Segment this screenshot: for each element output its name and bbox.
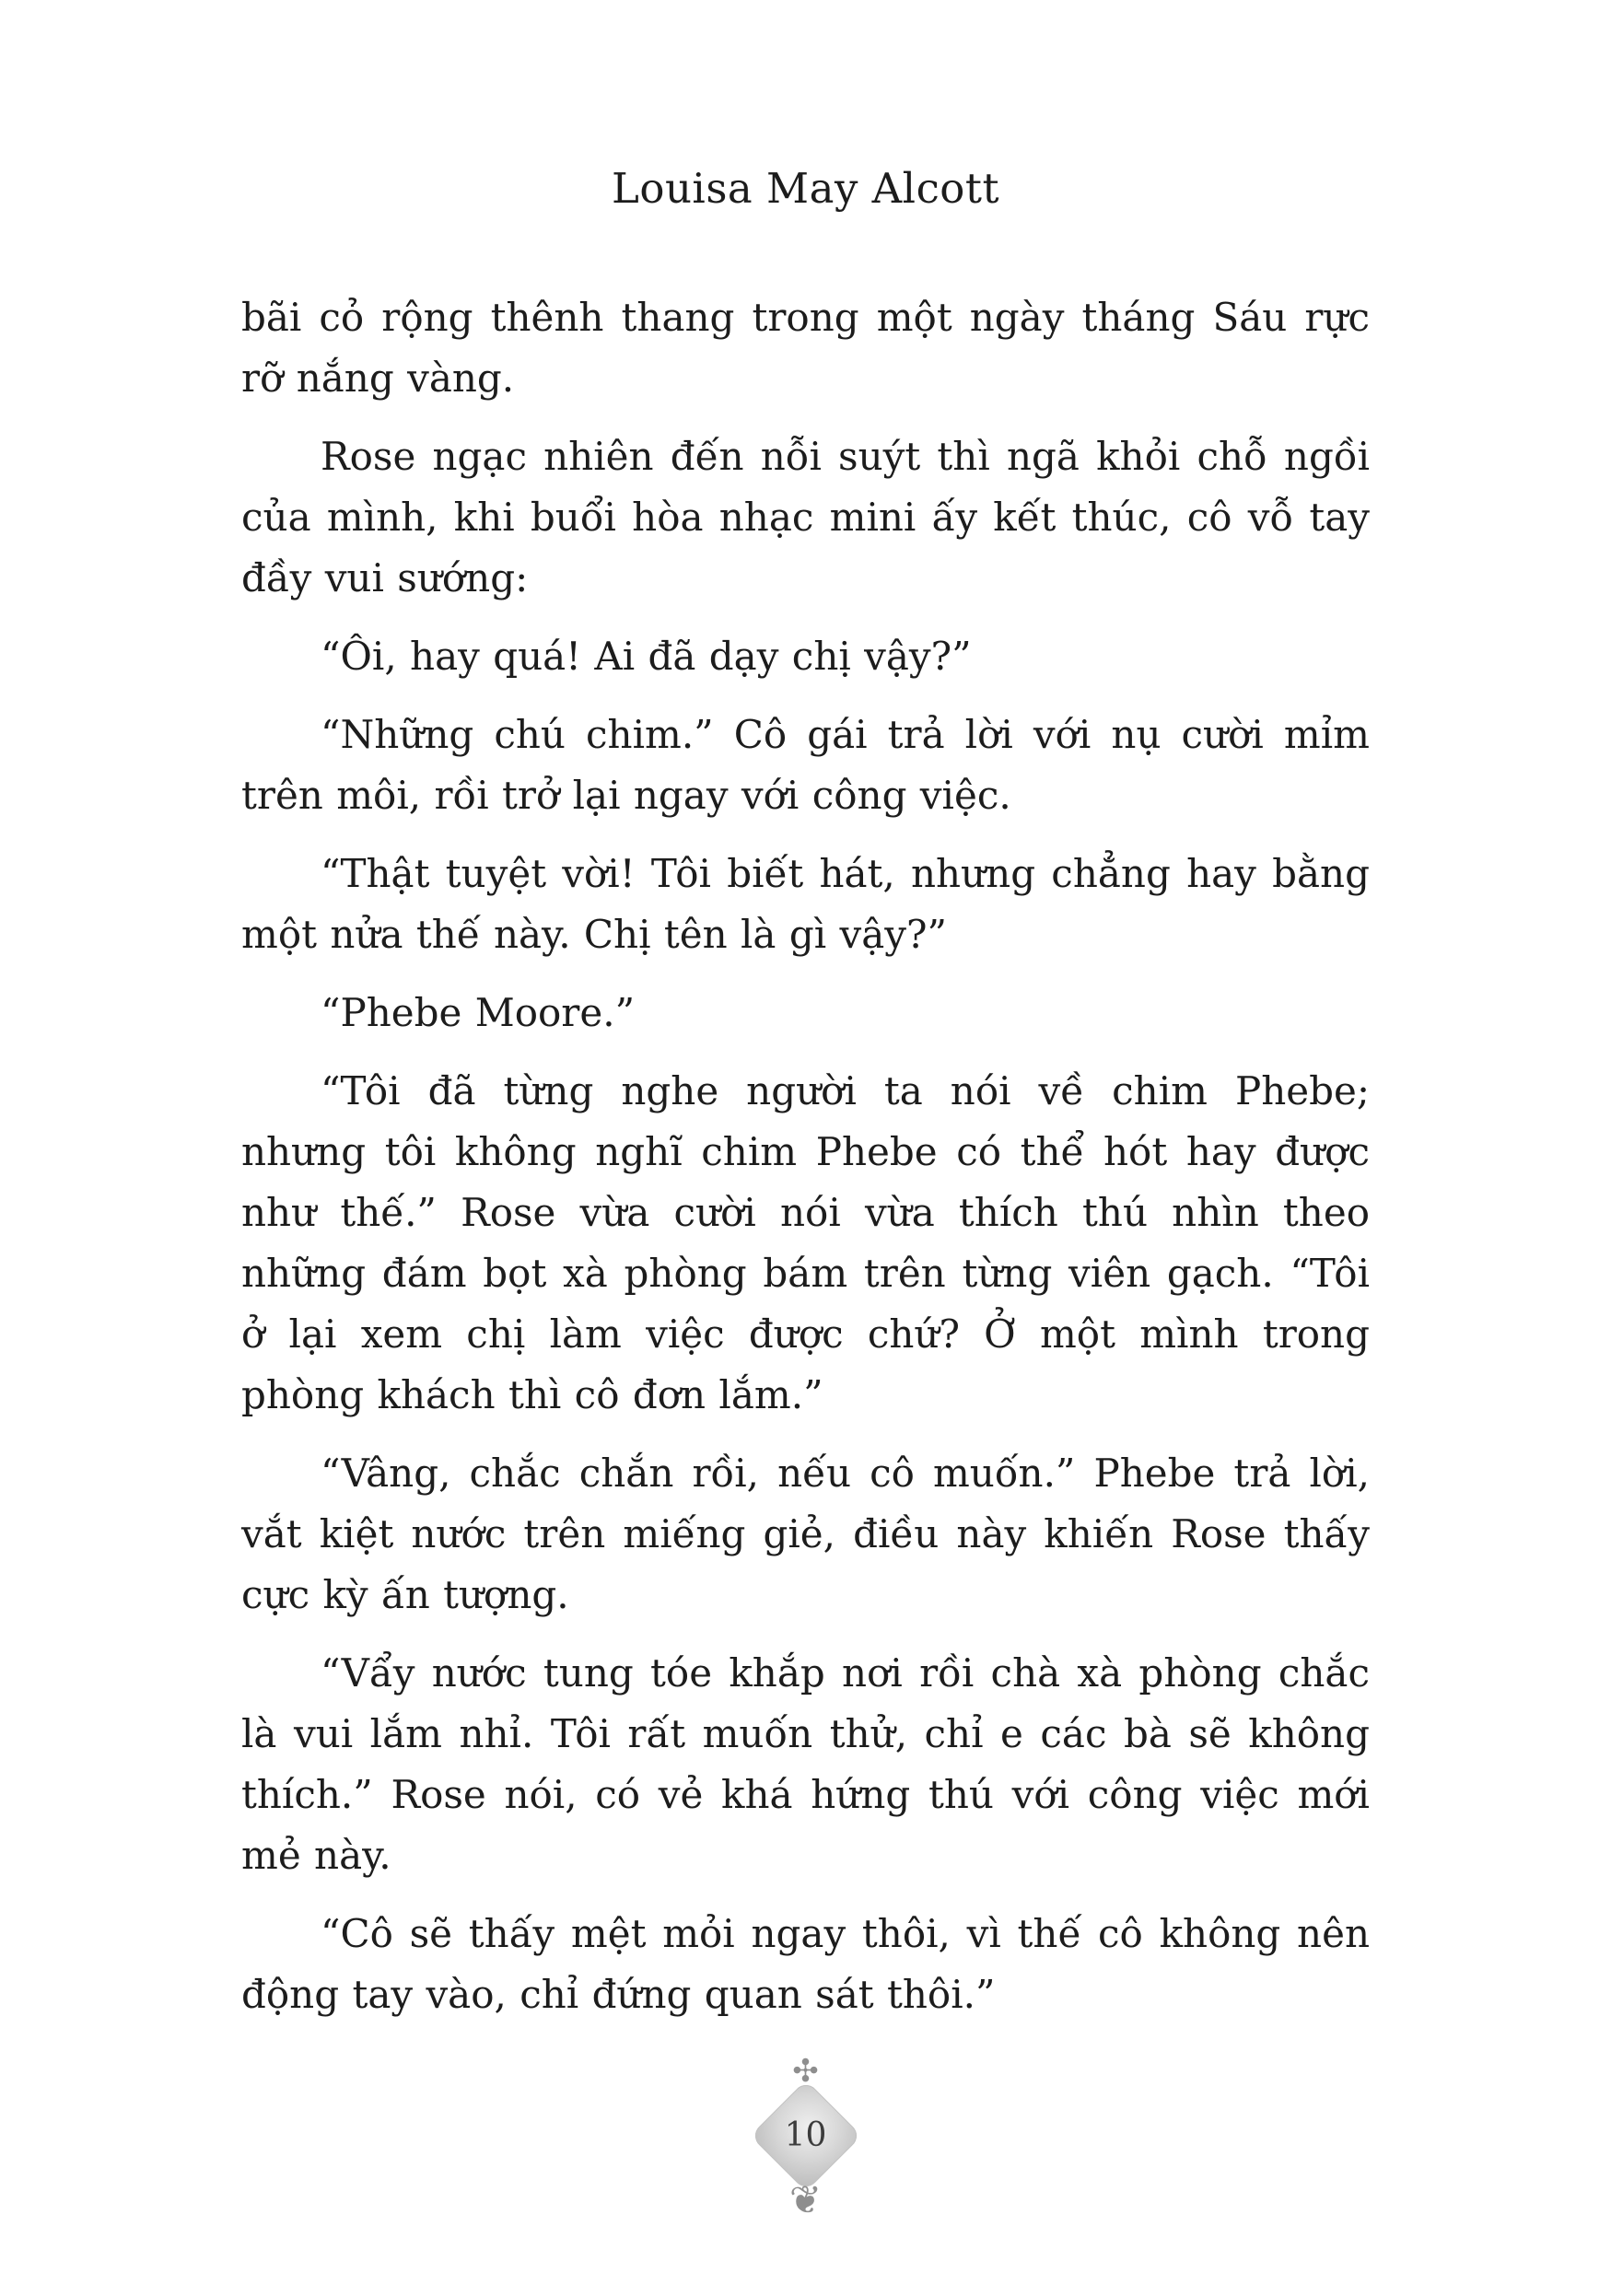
page-number-ornament bbox=[737, 2081, 875, 2190]
page-number: 10 bbox=[784, 2116, 827, 2154]
page-footer bbox=[0, 2053, 1611, 2222]
paragraph: “Những chú chim.” Cô gái trả lời với nụ cười mỉm trên môi, rồi trở lại ngay với công việc. bbox=[241, 712, 1370, 818]
ornament-sprig-icon: ✣ bbox=[792, 2053, 819, 2090]
paragraph: “Phebe Moore.” bbox=[321, 990, 636, 1035]
paragraph: “Vâng, chắc chắn rồi, nếu cô muốn.” Phebe trả lời, vắt kiệt nước trên miếng giẻ, điều này khiến Rose thấy cực kỳ ấn tượng. bbox=[241, 1451, 1370, 1617]
paragraph: “Thật tuyệt vời! Tôi biết hát, nhưng chẳng hay bằng một nửa thế này. Chị tên là gì vậy?” bbox=[241, 851, 1370, 957]
paragraph: bãi cỏ rộng thênh thang trong một ngày tháng Sáu rực rỡ nắng vàng. bbox=[241, 295, 1370, 401]
paragraph: “Ôi, hay quá! Ai đã dạy chị vậy?” bbox=[321, 634, 972, 679]
body-text bbox=[241, 287, 1370, 2043]
ornament-flourish-icon: ❦ bbox=[788, 2177, 823, 2222]
paragraph: Rose ngạc nhiên đến nỗi suýt thì ngã khỏi chỗ ngồi của mình, khi buổi hòa nhạc mini ấy kết thúc, cô vỗ tay đầy vui sướng: bbox=[241, 434, 1370, 600]
running-head-author: Louisa May Alcott bbox=[611, 164, 1000, 213]
paragraph: “Vẩy nước tung tóe khắp nơi rồi chà xà phòng chắc là vui lắm nhỉ. Tôi rất muốn thử, chỉ e các bà sẽ không thích.” Rose nói, có vẻ khá hứng thú với công việc mới mẻ này. bbox=[241, 1650, 1370, 1878]
paragraph: “Cô sẽ thấy mệt mỏi ngay thôi, vì thế cô không nên động tay vào, chỉ đứng quan sát thôi.” bbox=[241, 1911, 1370, 2017]
paragraph: “Tôi đã từng nghe người ta nói về chim Phebe; nhưng tôi không nghĩ chim Phebe có thể hót hay được như thế.” Rose vừa cười nói vừa thích thú nhìn theo những đám bọt xà phòng bám trên từng viên gạch. “Tôi ở lại xem chị làm việc được chứ? Ở một mình trong phòng khách thì cô đơn lắm.” bbox=[241, 1068, 1370, 1417]
